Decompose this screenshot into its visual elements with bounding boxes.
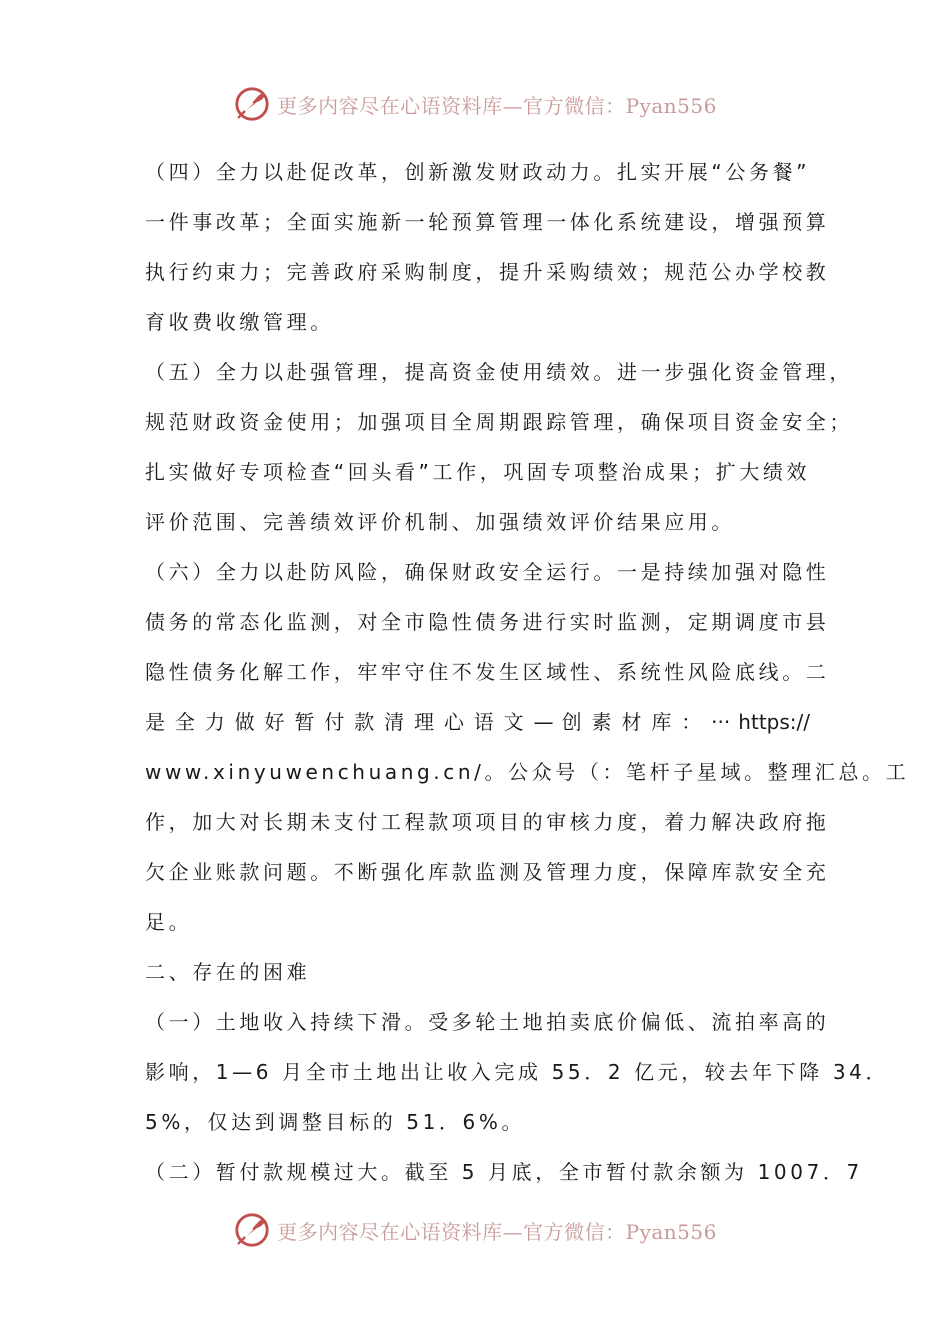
header-watermark-banner <box>0 82 950 126</box>
text-line: 欠企业账款问题。不断强化库款监测及管理力度，保障库款安全充 <box>145 860 830 884</box>
text-line: 执行约束力；完善政府采购制度，提升采购绩效；规范公办学校教 <box>145 260 830 284</box>
text-line: 一件事改革；全面实施新一轮预算管理一体化系统建设，增强预算 <box>145 210 830 234</box>
text-line: 评价范围、完善绩效评价机制、加强绩效评价结果应用。 <box>145 510 735 534</box>
quill-pen-logo-icon <box>233 1211 271 1249</box>
text-line: 足。 <box>145 910 193 934</box>
text-line: 作，加大对长期未支付工程款项项目的审核力度，着力解决政府拖 <box>145 810 830 834</box>
text-line: 育收费收缴管理。 <box>145 310 334 334</box>
section-heading: 二、存在的困难 <box>145 960 311 984</box>
text-line: 债务的常态化监测，对全市隐性债务进行实时监测，定期调度市县 <box>145 610 830 634</box>
watermark-text: 更多内容尽在心语资料库—官方微信：Pyan556 <box>277 93 717 118</box>
text-line-with-link: 是 全 力 做 好 暂 付 款 清 理 心 语 文 — 创 素 材 库 ： ··· https:// <box>145 710 810 734</box>
quill-pen-logo-icon <box>233 85 271 123</box>
text-line: （一）土地收入持续下滑。受多轮土地拍卖底价偏低、流拍率高的 <box>145 1010 830 1034</box>
text-line: 5%，仅达到调整目标的 51．6%。 <box>145 1110 526 1134</box>
watermark-text: 更多内容尽在心语资料库—官方微信：Pyan556 <box>277 1219 717 1244</box>
text-line: 影响，1—6 月全市土地出让收入完成 55．2 亿元，较去年下降 34． <box>145 1060 890 1084</box>
text-line: 规范财政资金使用；加强项目全周期跟踪管理，确保项目资金安全； <box>145 410 853 434</box>
text-line: （四）全力以赴促改革，创新激发财政动力。扎实开展“公务餐” <box>145 160 811 184</box>
text-line: 隐性债务化解工作，牢牢守住不发生区域性、系统性风险底线。二 <box>145 660 830 684</box>
text-line: 扎实做好专项检查“回头看”工作，巩固专项整治成果；扩大绩效 <box>145 460 811 484</box>
text-line-with-link: www.xinyuwenchuang.cn/。公众号（：笔杆子星域。整理汇总。工 <box>145 760 910 784</box>
document-body <box>145 147 910 1197</box>
text-line: （二）暂付款规模过大。截至 5 月底，全市暂付款余额为 1007．7 <box>145 1160 863 1184</box>
text-line: （六）全力以赴防风险，确保财政安全运行。一是持续加强对隐性 <box>145 560 830 584</box>
footer-watermark-banner <box>0 1208 950 1252</box>
text-line: （五）全力以赴强管理，提高资金使用绩效。进一步强化资金管理， <box>145 360 853 384</box>
